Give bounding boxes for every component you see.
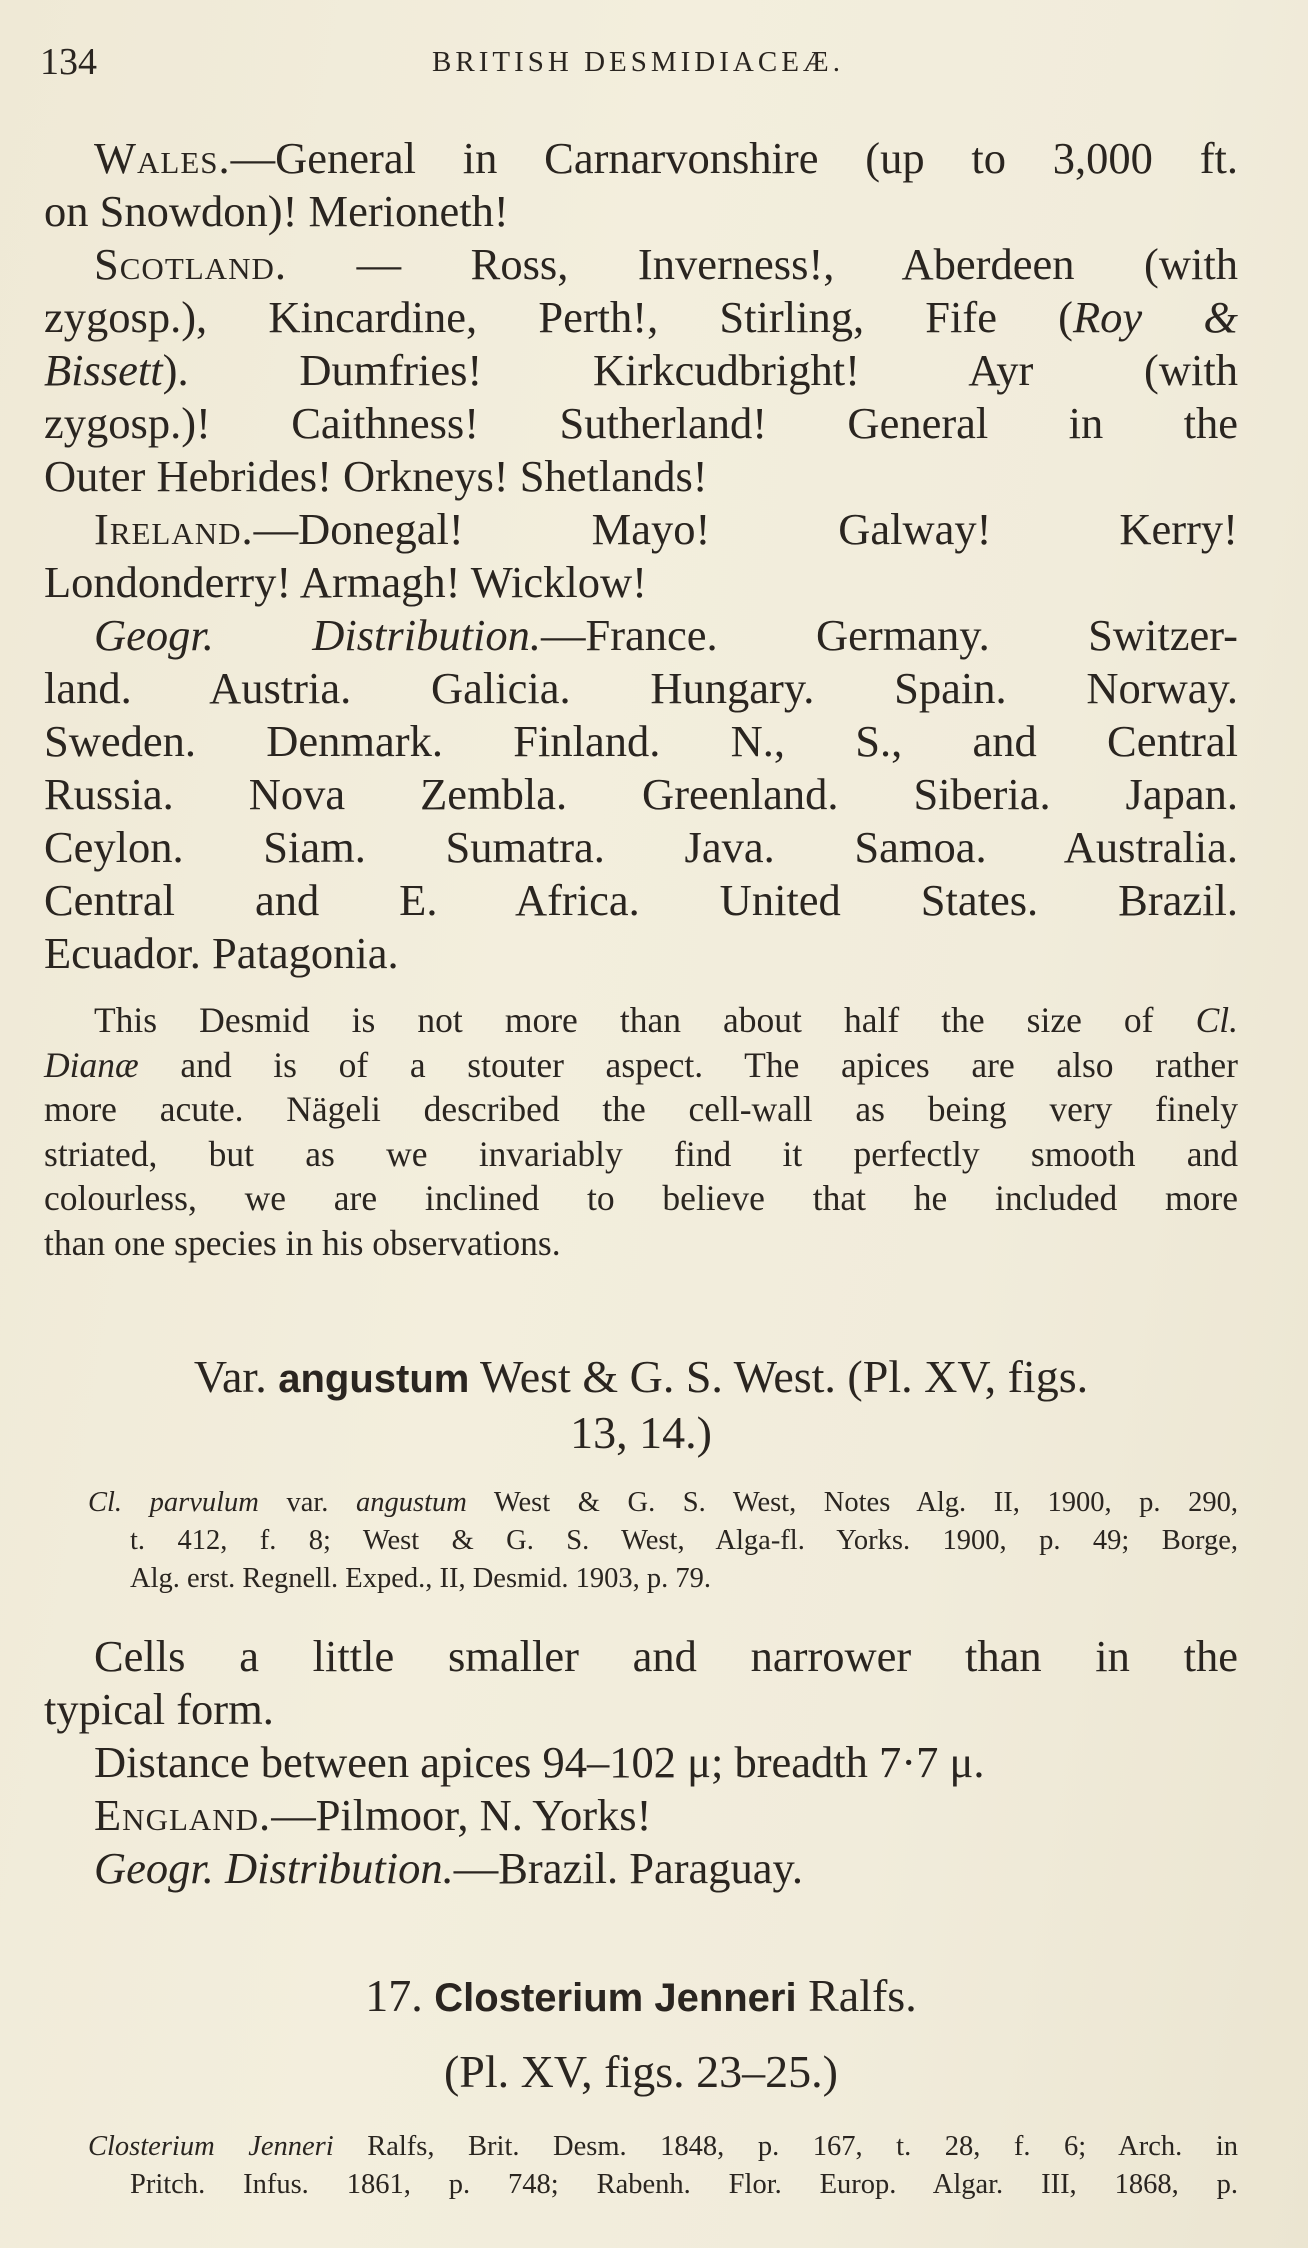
remark-line-1	[44, 998, 1238, 1043]
variety-desc-line-2: typical form.	[44, 1684, 274, 1734]
species-heading	[44, 1968, 1238, 2100]
geogr-line-4: Russia. Nova Zembla. Greenland. Siberia. Japan.	[44, 769, 1238, 819]
geogr-line-3: Sweden. Denmark. Finland. N., S., and Central	[44, 716, 1238, 766]
variety-ref-1b: var.	[258, 1487, 356, 1518]
distribution-section	[44, 132, 1238, 980]
variety-heading-line-2: 13, 14.)	[570, 1407, 712, 1458]
scotland-text-1: — Ross, Inverness!, Aberdeen (with	[286, 239, 1238, 289]
remark-line-5: colourless, we are inclined to believe that he included more	[44, 1178, 1238, 1218]
scotland-text-2b: Roy &	[1072, 292, 1238, 342]
species-heading-line-1	[44, 1968, 1238, 2026]
species-number: 17.	[365, 1970, 423, 2021]
variety-name: angustum	[278, 1357, 470, 1401]
wales-text-1: —General in Carnarvonshire (up to 3,000 ft.	[230, 133, 1238, 183]
geogr-line-2: land. Austria. Galicia. Hungary. Spain. Norway.	[44, 663, 1238, 713]
species-author: Ralfs.	[796, 1970, 917, 2021]
remark-line-4: striated, but as we invariably find it perfectly smooth and	[44, 1133, 1238, 1174]
wales-line-1	[44, 132, 1238, 185]
geogr-label: Geogr. Distribution.	[94, 610, 541, 660]
variety-ref-1d: West & G. S. West, Notes Alg. II, 1900, p. 290,	[466, 1487, 1238, 1518]
variety-england-line	[44, 1789, 1238, 1842]
geogr-line-5: Ceylon. Siam. Sumatra. Java. Samoa. Australia.	[44, 822, 1238, 872]
variety-geogr-line	[44, 1842, 1238, 1895]
remark-text-1b: Cl.	[1195, 1000, 1238, 1040]
scotland-text-3a: Bissett	[44, 345, 163, 395]
geogr-text-1: —France. Germany. Switzer-	[540, 610, 1238, 660]
scotland-text-3b: ). Dumfries! Kirkcudbright! Ayr (with	[162, 345, 1238, 395]
variety-ref-1a: Cl. parvulum	[88, 1487, 259, 1518]
species-ref-1a: Closterium Jenneri	[88, 2131, 334, 2162]
variety-ref-1c: angustum	[355, 1487, 467, 1518]
scotland-line-3	[44, 344, 1238, 397]
running-title: BRITISH DESMIDIACEÆ.	[432, 46, 844, 78]
variety-prefix: Var.	[193, 1351, 279, 1402]
ireland-label: Ireland.	[94, 504, 254, 554]
variety-geogr-label: Geogr. Distribution.	[94, 1843, 454, 1893]
variety-description	[44, 1630, 1238, 1895]
species-references	[88, 2128, 1238, 2204]
species-name: Closterium Jenneri	[434, 1976, 797, 2020]
geogr-line-7: Ecuador. Patagonia.	[44, 928, 399, 978]
remark-text-2b: and is of a stouter aspect. The apices are also rather	[138, 1044, 1238, 1085]
remark-text-1a: This Desmid is not more than about half the size of	[94, 1000, 1196, 1040]
ireland-line-2: Londonderry! Armagh! Wicklow!	[44, 557, 647, 607]
ireland-text-1: —Donegal! Mayo! Galway! Kerry!	[253, 504, 1238, 554]
geogr-line-6: Central and E. Africa. United States. Brazil.	[44, 875, 1238, 925]
remark-line-3: more acute. Nägeli described the cell-wall as being very finely	[44, 1089, 1238, 1129]
variety-geogr-text: —Brazil. Paraguay.	[453, 1843, 804, 1893]
wales-label: Wales.	[94, 133, 231, 183]
page-number: 134	[40, 41, 97, 83]
variety-ref-line-1	[88, 1484, 1238, 1522]
running-head	[40, 40, 1236, 84]
scotland-line-2	[44, 291, 1238, 344]
variety-dimensions: Distance between apices 94–102 μ; breadth 7·7 μ.	[94, 1737, 985, 1787]
scotland-line-5: Outer Hebrides! Orkneys! Shetlands!	[44, 451, 708, 501]
variety-ref-line-3: Alg. erst. Regnell. Exped., II, Desmid. 1903, p. 79.	[130, 1563, 711, 1594]
species-ref-line-2: Pritch. Infus. 1861, p. 748; Rabenh. Flor. Europ. Algar. III, 1868, p.	[130, 2169, 1238, 2200]
species-ref-1b: Ralfs, Brit. Desm. 1848, p. 167, t. 28, f. 6; Arch. in	[333, 2131, 1238, 2162]
england-label: England.	[94, 1790, 272, 1840]
scotland-label: Scotland.	[94, 239, 287, 289]
variety-desc-line-1: Cells a little smaller and narrower than in the	[94, 1631, 1238, 1681]
species-plate: (Pl. XV, figs. 23–25.)	[443, 2046, 838, 2097]
variety-heading-line-1	[44, 1350, 1238, 1406]
wales-line-2: on Snowdon)! Merioneth!	[44, 186, 509, 236]
species-ref-line-1	[88, 2128, 1238, 2166]
remark-line-2	[44, 1043, 1238, 1088]
remark-paragraph	[44, 998, 1238, 1265]
variety-heading	[44, 1350, 1238, 1460]
scotland-line-1	[44, 238, 1238, 291]
remark-text-2a: Dianæ	[44, 1044, 139, 1085]
scotland-line-4: zygosp.)! Caithness! Sutherland! General in the	[44, 398, 1238, 448]
variety-authors: West & G. S. West. (Pl. XV, figs.	[469, 1351, 1089, 1402]
england-text: —Pilmoor, N. Yorks!	[271, 1790, 652, 1840]
remark-line-6: than one species in his observations.	[44, 1222, 561, 1263]
ireland-line-1	[44, 503, 1238, 556]
variety-ref-line-2: t. 412, f. 8; West & G. S. West, Alga-fl. Yorks. 1900, p. 49; Borge,	[130, 1525, 1238, 1556]
variety-references	[88, 1484, 1238, 1598]
geogr-line-1	[44, 609, 1238, 662]
scotland-text-2a: zygosp.), Kincardine, Perth!, Stirling, Fife (	[44, 292, 1073, 342]
